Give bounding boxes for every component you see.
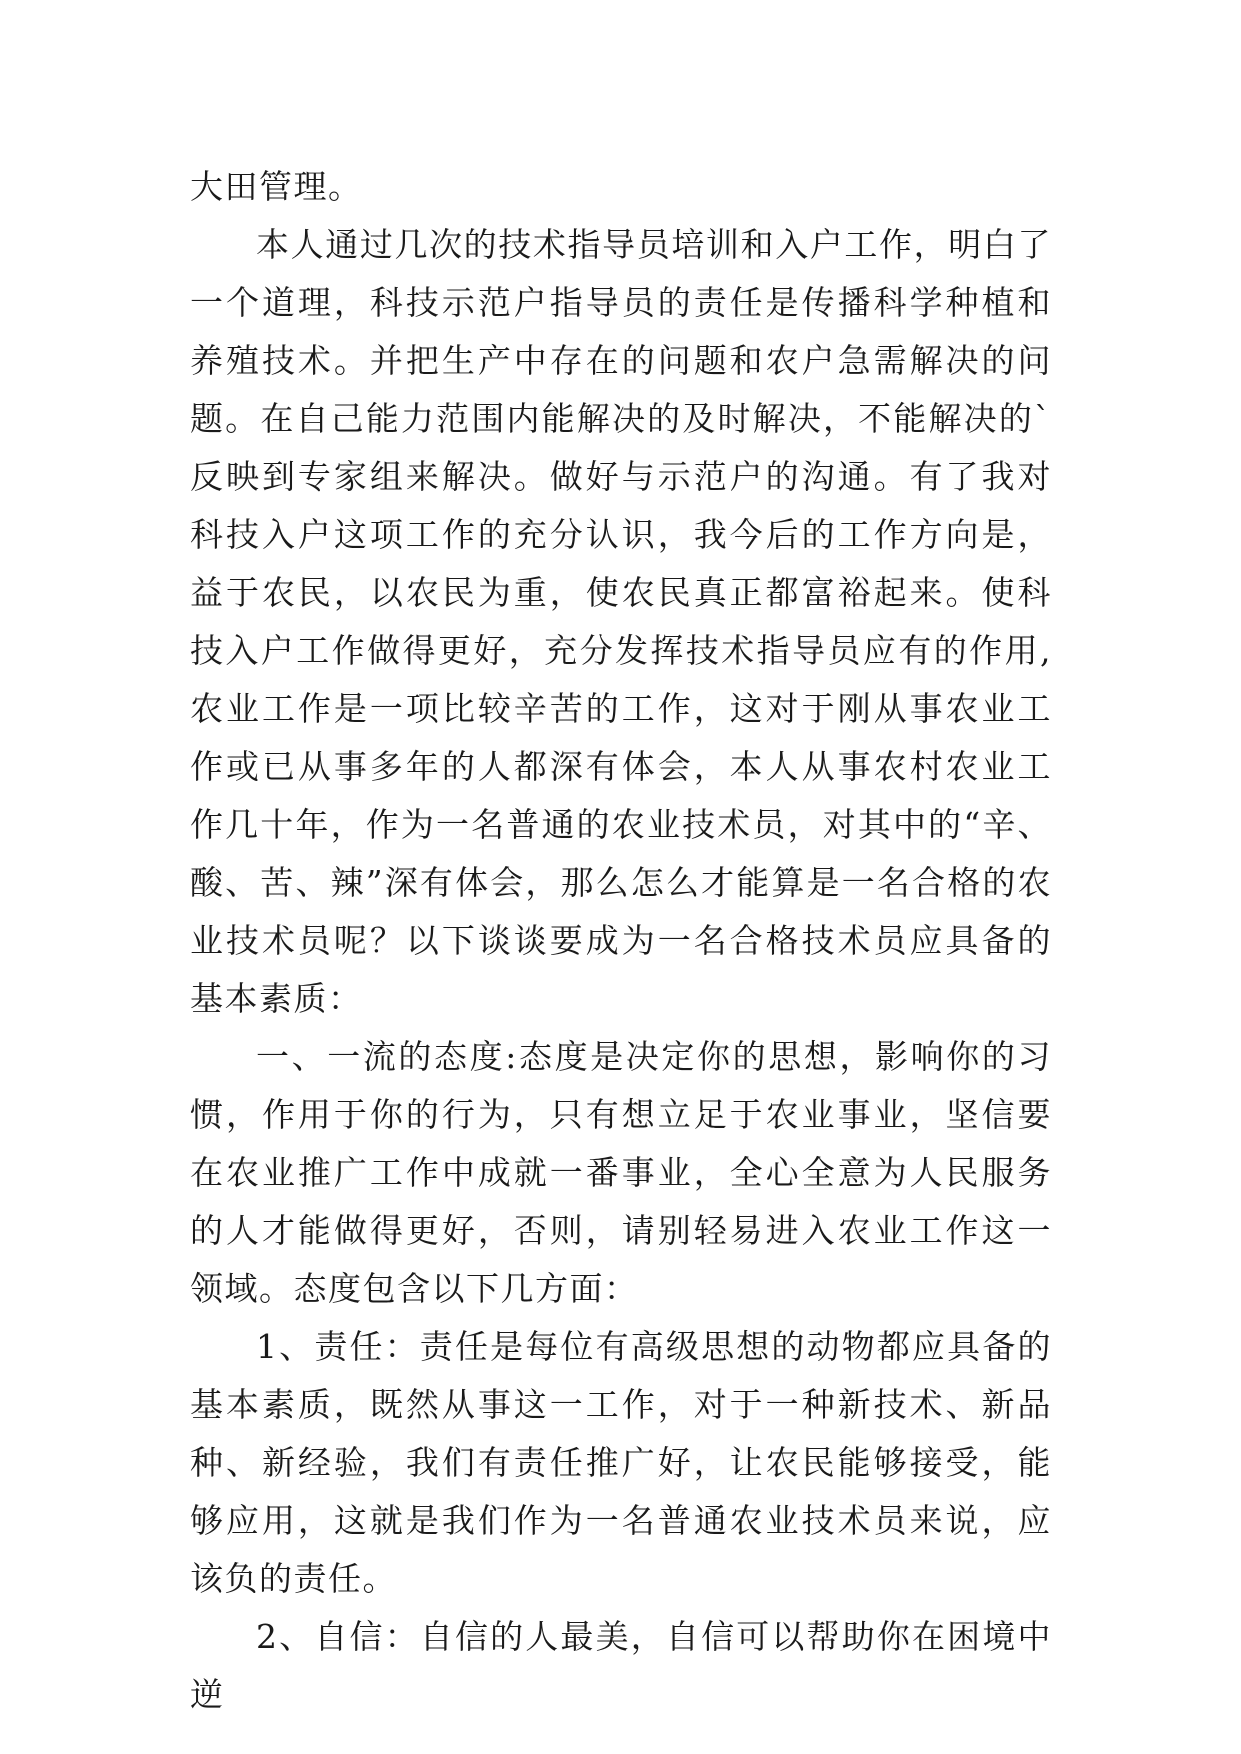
paragraph-5: 2、自信：自信的人最美，自信可以帮助你在困境中逆 [190,1617,1052,1714]
paragraph-4: 1、责任：责任是每位有高级思想的动物都应具备的基本素质，既然从事这一工作，对于一种新技术、新品种、新经验，我们有责任推广好，让农民能够接受，能够应用，这就是我们作为一名普通农业技术员来说，应该负的责任。 [190,1327,1052,1598]
paragraph-1: 大田管理。 [190,167,363,206]
body-text [190,158,1052,1724]
paragraph-2: 本人通过几次的技术指导员培训和入户工作，明白了一个道理，科技示范户指导员的责任是传播科学种植和养殖技术。并把生产中存在的问题和农户急需解决的问题。在自己能力范围内能解决的及时解决，不能解决的`反映到专家组来解决。做好与示范户的沟通。有了我对科技入户这项工作的充分认识，我今后的工作方向是，益于农民，以农民为重，使农民真正都富裕起来。使科技入户工作做得更好，充分发挥技术指导员应有的作用,农业工作是一项比较辛苦的工作，这对于刚从事农业工作或已从事多年的人都深有体会，本人从事农村农业工作几十年，作为一名普通的农业技术员，对其中的“辛、酸、苦、辣”深有体会，那么怎么才能算是一名合格的农业技术员呢？以下谈谈要成为一名合格技术员应具备的基本素质： [190,225,1052,1018]
paragraph-3: 一、一流的态度:态度是决定你的思想，影响你的习惯，作用于你的行为，只有想立足于农业事业，坚信要在农业推广工作中成就一番事业，全心全意为人民服务的人才能做得更好，否则，请别轻易进入农业工作这一领域。态度包含以下几方面： [190,1037,1052,1308]
